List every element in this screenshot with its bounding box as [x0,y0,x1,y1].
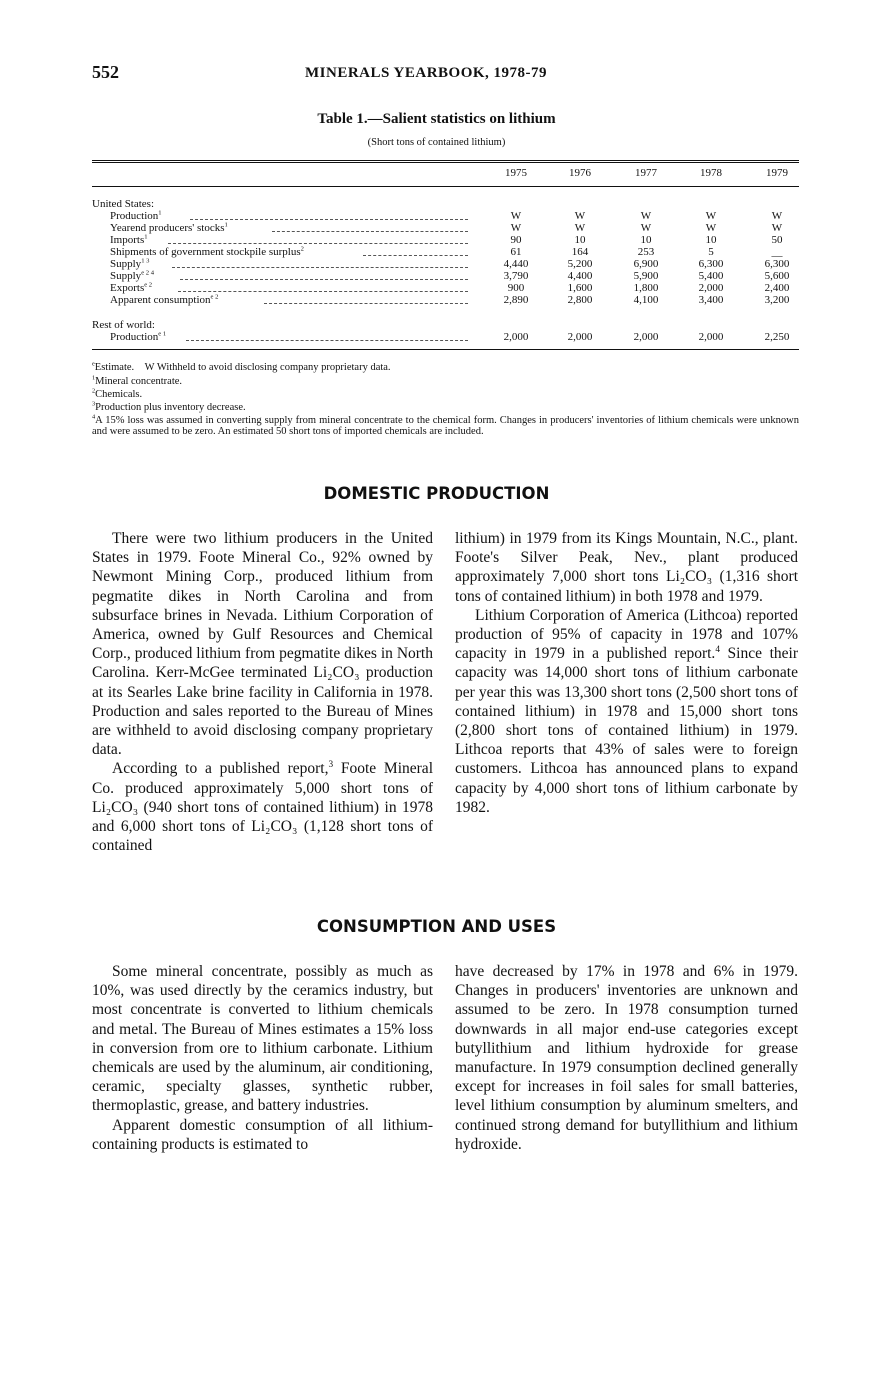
row-label-supply-concentrate: Supply$^{1 3}$ [110,257,150,270]
table-cell: 900 [507,282,525,294]
heading-consumption-and-uses: CONSUMPTION AND USES [316,917,557,936]
table-cell: 2,890 [503,294,529,306]
table-cell: 4,440 [503,258,529,270]
table-cell: 6,900 [633,258,659,270]
table-bottom-rule [92,349,799,350]
table-cell: 253 [637,246,655,258]
table-cell: 5,600 [764,270,790,282]
table-cell: 2,000 [633,331,659,343]
domestic-left-column [92,529,433,855]
footnote-1: $^1$Mineral concentrate. [92,374,183,387]
table-cell: 6,300 [698,258,724,270]
table-cell: W [705,210,717,222]
page-number: 552 [92,62,119,82]
footnote-3: $^3$Production plus inventory decrease. [92,400,246,413]
table-cell: 2,000 [567,331,593,343]
paragraph: lithium) in 1979 from its Kings Mountain, N.C., plant. Foote's Silver Peak, Nev., plant produced approximately 7,000 short tons Li₂CO₃ (1,316 short tons of contained lithium) in both 1978 and 1979. [455,530,798,605]
table-cell: 3,200 [764,294,790,306]
table-cell: 3,400 [698,294,724,306]
table-cell: 2,000 [698,282,724,294]
table-cell: 3,790 [503,270,529,282]
table-cell: W [705,222,717,234]
table-cell: W [574,222,586,234]
table-cell: 5,200 [567,258,593,270]
group-label-rest-of-world: Rest of world: [92,319,155,331]
table-cell: 10 [574,234,586,246]
table-cell: 90 [510,234,522,246]
table-cell: W [640,210,652,222]
leader-dots [272,231,468,232]
table-subtitle: (Short tons of contained lithium) [367,137,506,148]
table-cell: W [771,222,783,234]
heading-domestic-production: DOMESTIC PRODUCTION [323,484,550,503]
consumption-right-column [455,962,798,1154]
table-cell: W [510,222,522,234]
table-cell: 10 [640,234,652,246]
table-cell: 1,600 [567,282,593,294]
row-label-production: Production$^1$ [110,209,162,222]
table-cell: 164 [571,246,589,258]
year-header-1976: 1976 [569,167,591,179]
table-cell: 4,400 [567,270,593,282]
table-cell: 2,250 [764,331,790,343]
table-cell: 5 [708,246,714,258]
table-cell: 5,900 [633,270,659,282]
row-label-stockpile-shipments: Shipments of government stockpile surplus$^2$ [110,245,304,258]
table-cell: 6,300 [764,258,790,270]
leader-dots [264,303,468,304]
table-cell: 4,100 [633,294,659,306]
table-cell: 5,400 [698,270,724,282]
table-cell: W [640,222,652,234]
table-cell: W [510,210,522,222]
running-title: MINERALS YEARBOOK, 1978-79 [305,65,548,81]
paragraph: Apparent domestic consumption of all lithium-containing products is estimated to [92,1116,433,1153]
leader-dots [363,255,468,256]
table-cell: 10 [705,234,717,246]
table-top-rule [92,160,799,161]
leader-dots [190,219,468,220]
table-cell: 1,800 [633,282,659,294]
leader-dots [172,267,468,268]
row-label-imports: Imports$^1$ [110,233,148,246]
paragraph: Lithium Corporation of America (Lithcoa) reported production of 95% of capacity in 1978 and 107% capacity in 1979 in a published report.$^4$ Since their capacity was 14,000 short tons of lithium carbonate per year this was 13,300 short tons (2,500 short tons of contained lithium) in 1978 and 15,000 short tons (2,800 short tons of contained lithium) in 1979. Lithcoa reports that 43% of sales were to foreign customers. Lithcoa has announced plans to expand capacity by 4,000 short tons of lithium carbonate by 1982. [455,606,798,816]
footnote-4: $^4$A 15% loss was assumed in converting supply from mineral concentrate to the chemical form. Changes in producers' inventories of lithium chemicals were unknown and were assumed to be zero. An estimated 50 short tons of imported chemicals are included. [92,413,799,437]
paragraph: According to a published report,$^3$ Foote Mineral Co. produced approximately 5,000 short tons of Li₂CO₃ (940 short tons of contained lithium) in 1978 and 6,000 short tons of Li₂CO₃ (1,128 short tons of contained [92,760,433,855]
footnote-2: $^2$Chemicals. [92,387,143,400]
leader-dots [178,291,468,292]
year-header-1978: 1978 [700,167,722,179]
table-cell: 61 [510,246,522,258]
paragraph: Some mineral concentrate, possibly as much as 10%, was used directly by the ceramics industry, but most concentrate is converted to lithium chemicals and metal. The Bureau of Mines estimates a 15% loss in conversion from ore to lithium carbonate. Lithium chemicals are used by the aluminum, air conditioning, ceramic, specialty glasses, synthetic rubber, thermoplastic, grease, and battery industries. [92,963,433,1115]
table-cell: 2,000 [503,331,529,343]
table-title: Table 1.—Salient statistics on lithium [317,111,556,127]
table-cell: W [574,210,586,222]
table-cell: W [771,210,783,222]
row-label-world-production: Production$^{e 1}$ [110,330,167,343]
year-header-1975: 1975 [505,167,527,179]
row-label-exports: Exports$^{e 2}$ [110,281,153,294]
row-label-supply-chemicals: Supply$^{e 2 4}$ [110,269,155,282]
table-cell: 2,000 [698,331,724,343]
consumption-left-column [92,962,433,1154]
table-cell: 2,800 [567,294,593,306]
domestic-right-column [455,529,798,817]
group-label-united-states: United States: [92,198,155,210]
table-top-rule-double [92,162,799,163]
table-cell: __ [771,246,783,258]
footnote-estimate: $^e$Estimate. W Withheld to avoid disclosing company proprietary data. [92,360,391,373]
row-label-apparent-consumption: Apparent consumption$^{e 2}$ [110,293,219,306]
year-header-1977: 1977 [635,167,657,179]
leader-dots [180,279,468,280]
year-header-1979: 1979 [766,167,788,179]
leader-dots [186,340,468,341]
table-cell: 50 [771,234,783,246]
table-cell: 2,400 [764,282,790,294]
paragraph: There were two lithium producers in the United States in 1979. Foote Mineral Co., 92% owned by Newmont Mining Corp., produced lithium from pegmatite dikes in North Carolina and from subsurface brines in Nevada. Lithium Corporation of America, owned by Gulf Resources and Chemical Corp., produced lithium from pegmatite dikes in North Carolina. Kerr-McGee terminated Li₂CO₃ production at its Searles Lake brine facility in California in 1978. Production and sales reported to the Bureau of Mines are withheld to avoid disclosing company proprietary data. [92,530,433,759]
table-header-rule [92,186,799,187]
row-label-yearend-stocks: Yearend producers' stocks$^1$ [110,221,228,234]
paragraph: have decreased by 17% in 1978 and 6% in 1979. Changes in producers' inventories are unknown and assumed to be zero. In 1978 consumption turned downwards in all major end-use categories except butyllithium and lithium hydroxide for grease manufacture. In 1979 consumption declined generally except for increases in foil sales for small batteries, level lithium consumption by aluminum smelters, and continued strong demand for butyllithium and lithium hydroxide. [455,963,798,1153]
leader-dots [168,243,468,244]
